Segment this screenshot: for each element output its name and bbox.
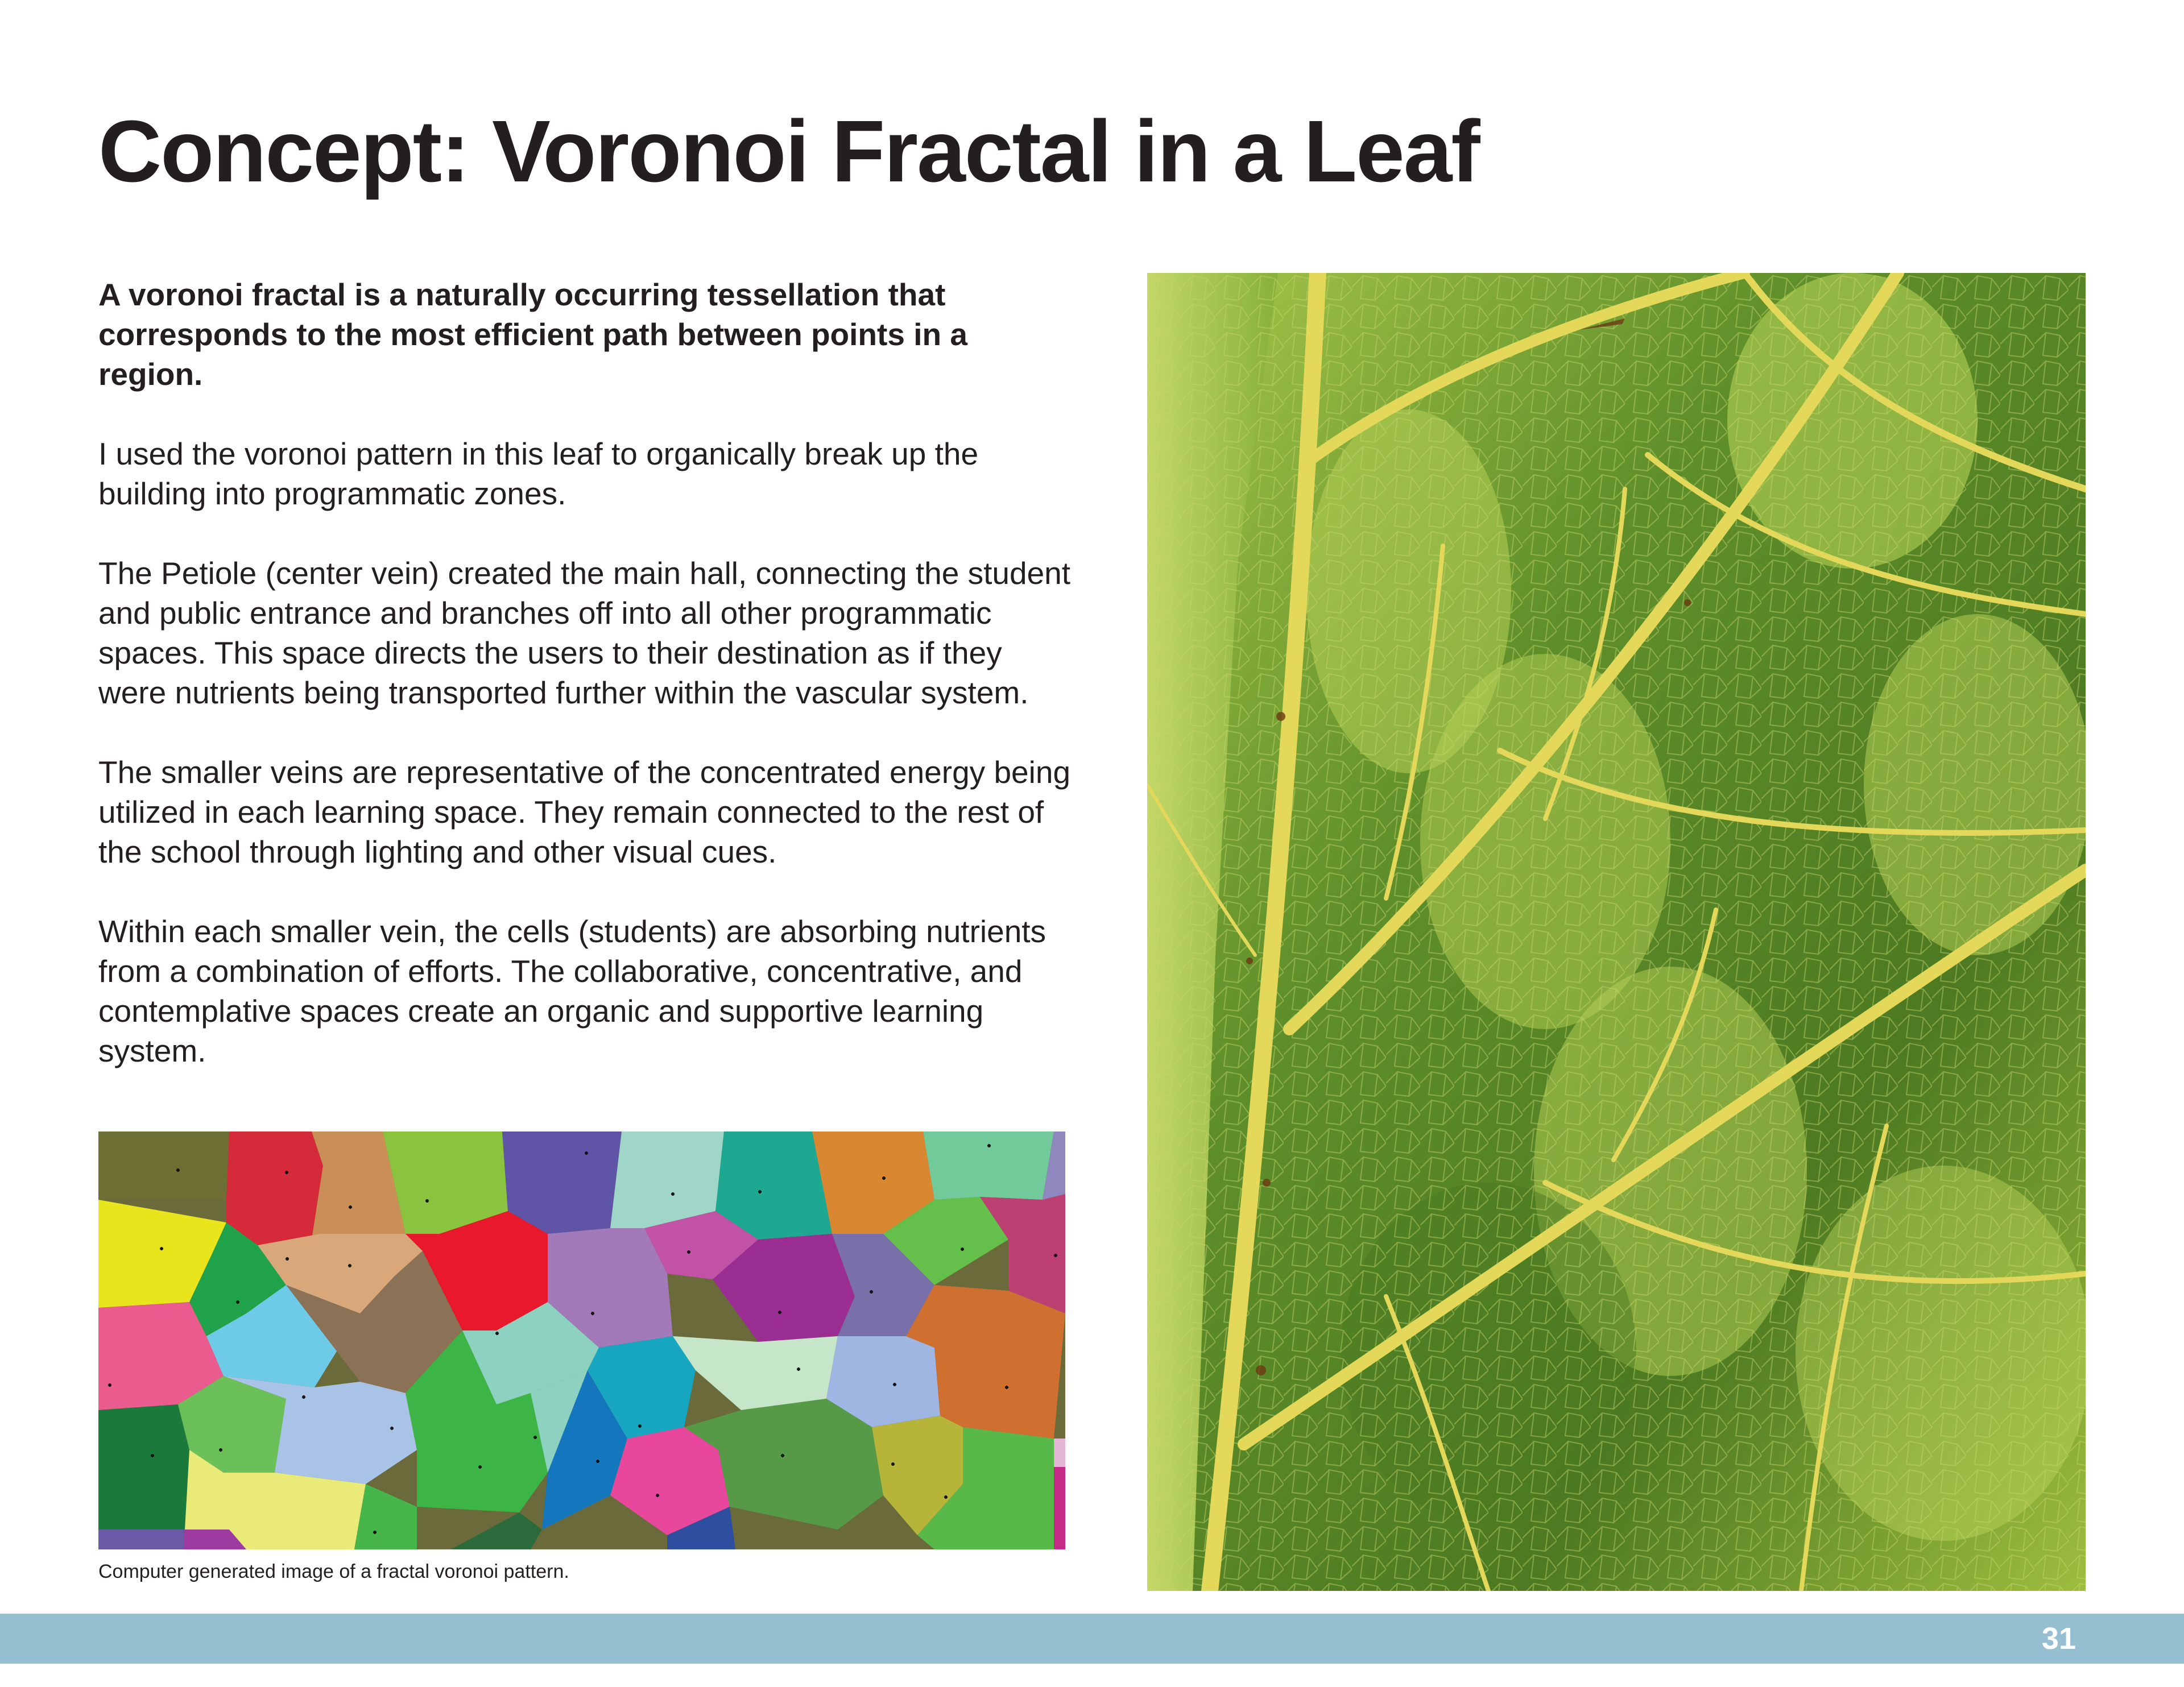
page-title: Concept: Voronoi Fractal in a Leaf: [98, 102, 1479, 200]
paragraph-voronoi-zones: I used the voronoi pattern in this leaf to organically break up the building into programmatic zones.: [98, 436, 979, 511]
paragraph-cells: Within each smaller vein, the cells (students) are absorbing nutrients from a combination of efforts. The collaborative, concentrative, and contemplative spaces create an organic and supportive learning system.: [98, 914, 1046, 1068]
voronoi-pattern-image: [98, 1131, 1065, 1549]
body-text: [98, 275, 1077, 1110]
figure-caption: Computer generated image of a fractal voronoi pattern.: [98, 1561, 569, 1582]
paragraph-smaller-veins: The smaller veins are representative of the concentrated energy being utilized in each learning space. They remain connected to the rest of the school through lighting and other visual cues.: [98, 755, 1071, 869]
paragraph-petiole: The Petiole (center vein) created the main hall, connecting the student and public entrance and branches off into all other programmatic spaces. This space directs the users to their destination as if they were nutrients being transported further within the vascular system.: [98, 556, 1071, 710]
lead-paragraph: A voronoi fractal is a naturally occurring tessellation that corresponds to the most efficient path between points in a region.: [98, 277, 967, 392]
leaf-photo: [1147, 273, 2086, 1591]
page-number: 31: [2041, 1622, 2076, 1656]
footer-bar: [0, 1614, 2184, 1664]
